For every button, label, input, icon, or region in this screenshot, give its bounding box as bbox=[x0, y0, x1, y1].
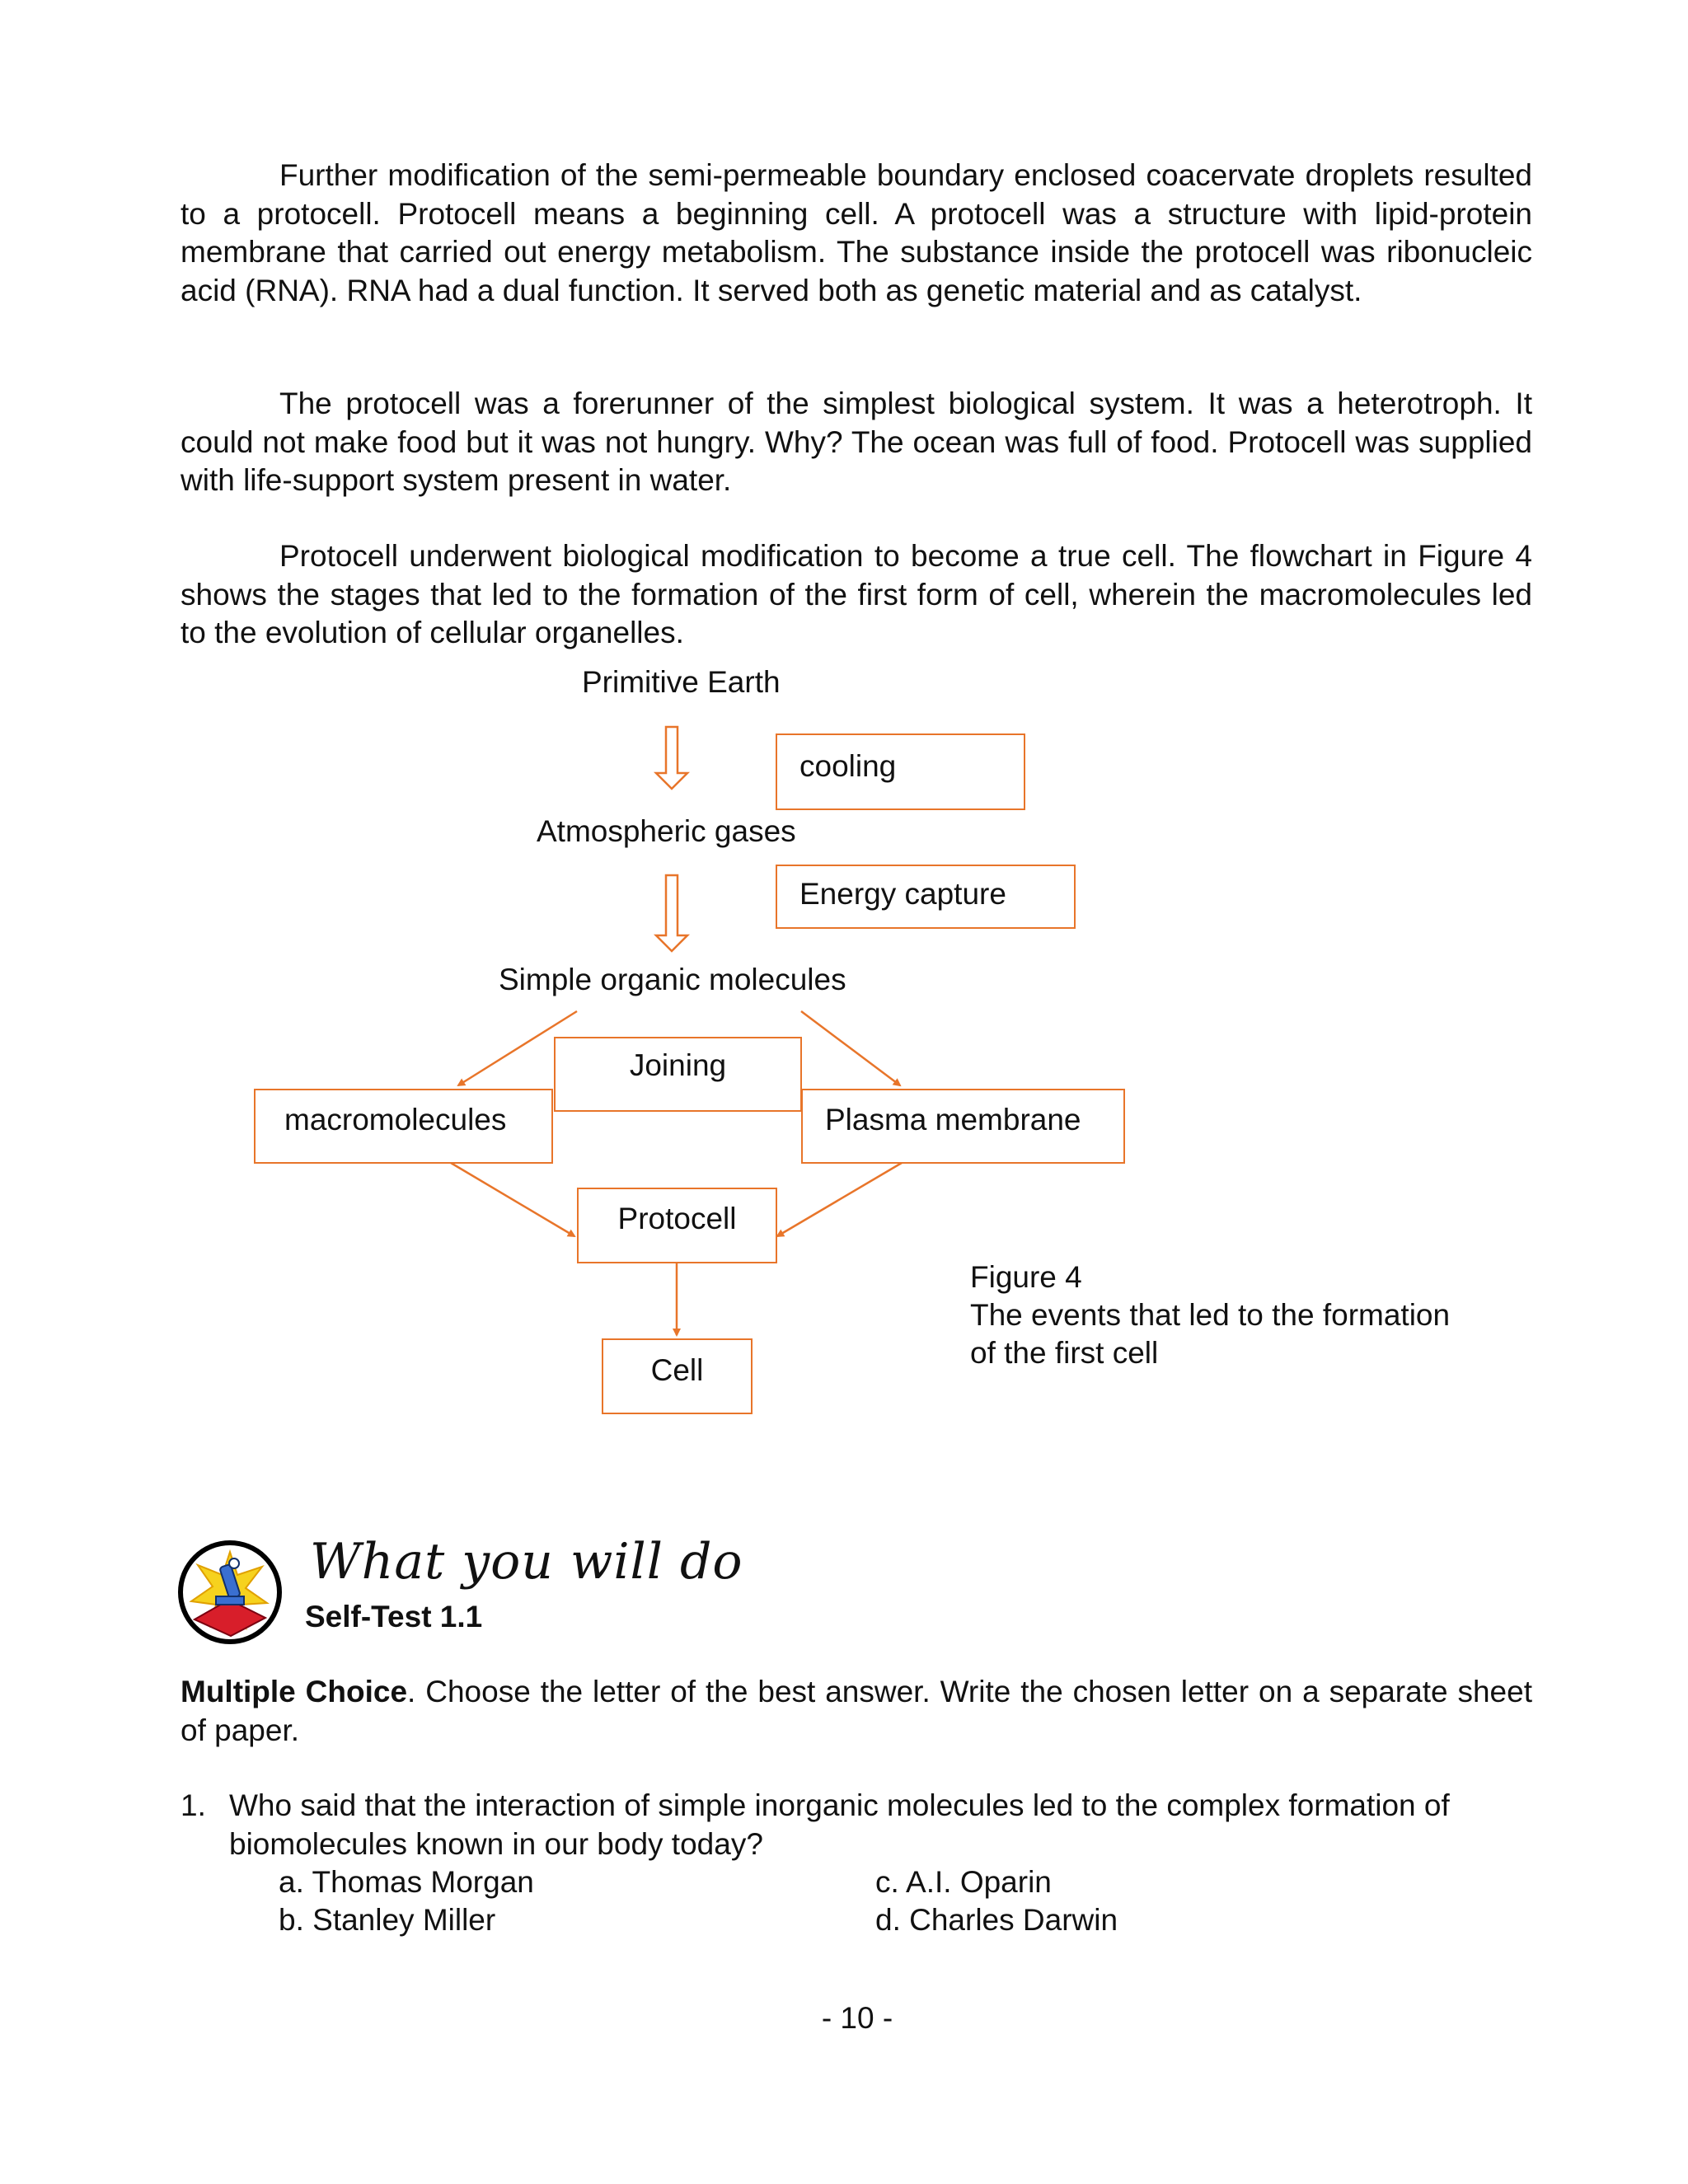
option-c: c. A.I. Oparin bbox=[875, 1865, 1052, 1899]
caption-line-1: The events that led to the formation bbox=[970, 1298, 1451, 1332]
option-d: d. Charles Darwin bbox=[875, 1903, 1118, 1937]
option-a: a. Thomas Morgan bbox=[279, 1865, 534, 1899]
paragraph-protocell-modification: Protocell underwent biological modification to become a true cell. The flowchart in Figure 4 shows the stages that led to the formation of the first form of cell, wherein the macromolecules led to the evolution of cellular organelles. bbox=[181, 539, 1532, 649]
arrow-plasma-membrane-to-protocell bbox=[777, 1163, 902, 1236]
arrow-macromolecules-to-protocell bbox=[451, 1163, 574, 1236]
question-number: 1. bbox=[181, 1788, 206, 1822]
node-atmospheric-gases: Atmospheric gases bbox=[537, 814, 796, 848]
box-energy-capture: Energy capture bbox=[776, 865, 1076, 929]
caption-line-2: of the first cell bbox=[970, 1336, 1159, 1370]
microscope-icon bbox=[176, 1539, 284, 1646]
box-joining: Joining bbox=[554, 1037, 802, 1112]
instructions-text: . Choose the letter of the best answer. Write the chosen letter on a separate sheet of paper. bbox=[181, 1675, 1532, 1747]
block-arrow-earth-to-gases bbox=[656, 727, 687, 789]
box-protocell: Protocell bbox=[577, 1188, 777, 1263]
box-cooling: cooling bbox=[776, 733, 1025, 810]
section-subtitle: Self-Test 1.1 bbox=[305, 1600, 483, 1633]
caption-figure-label: Figure 4 bbox=[970, 1260, 1082, 1294]
question-text: Who said that the interaction of simple inorganic molecules led to the complex formation of biomolecules known in our body today? bbox=[229, 1788, 1450, 1861]
section-title: What you will do bbox=[310, 1533, 743, 1591]
arrow-organic-to-plasma-membrane bbox=[801, 1011, 900, 1085]
option-b: b. Stanley Miller bbox=[279, 1903, 496, 1937]
question-1 bbox=[181, 1787, 1532, 1863]
box-macromolecules: macromolecules bbox=[254, 1089, 553, 1164]
paragraph-protocell-heterotroph: The protocell was a forerunner of the simplest biological system. It was a heterotroph. It could not make food but it was not hungry. Why? The ocean was full of food. Protocell was supplied with life-support system present in water. bbox=[181, 387, 1532, 497]
figure-caption bbox=[970, 1258, 1450, 1372]
paragraph-protocell-origin: Further modification of the semi-permeable boundary enclosed coacervate droplets resulted to a protocell. Protocell means a beginning cell. A protocell was a structure with lipid-protein membrane that carried out energy metabolism. The substance inside the protocell was ribonucleic acid (RNA). RNA had a dual function. It served both as genetic material and as catalyst. bbox=[181, 158, 1532, 307]
node-simple-organic-molecules: Simple organic molecules bbox=[499, 963, 846, 996]
page-number: - 10 - bbox=[821, 2001, 893, 2035]
block-arrow-gases-to-organic bbox=[656, 875, 687, 951]
instructions bbox=[181, 1673, 1532, 1750]
box-plasma-membrane: Plasma membrane bbox=[801, 1089, 1125, 1164]
box-cell: Cell bbox=[602, 1338, 753, 1414]
node-primitive-earth: Primitive Earth bbox=[582, 665, 781, 699]
instructions-label: Multiple Choice bbox=[181, 1675, 408, 1708]
